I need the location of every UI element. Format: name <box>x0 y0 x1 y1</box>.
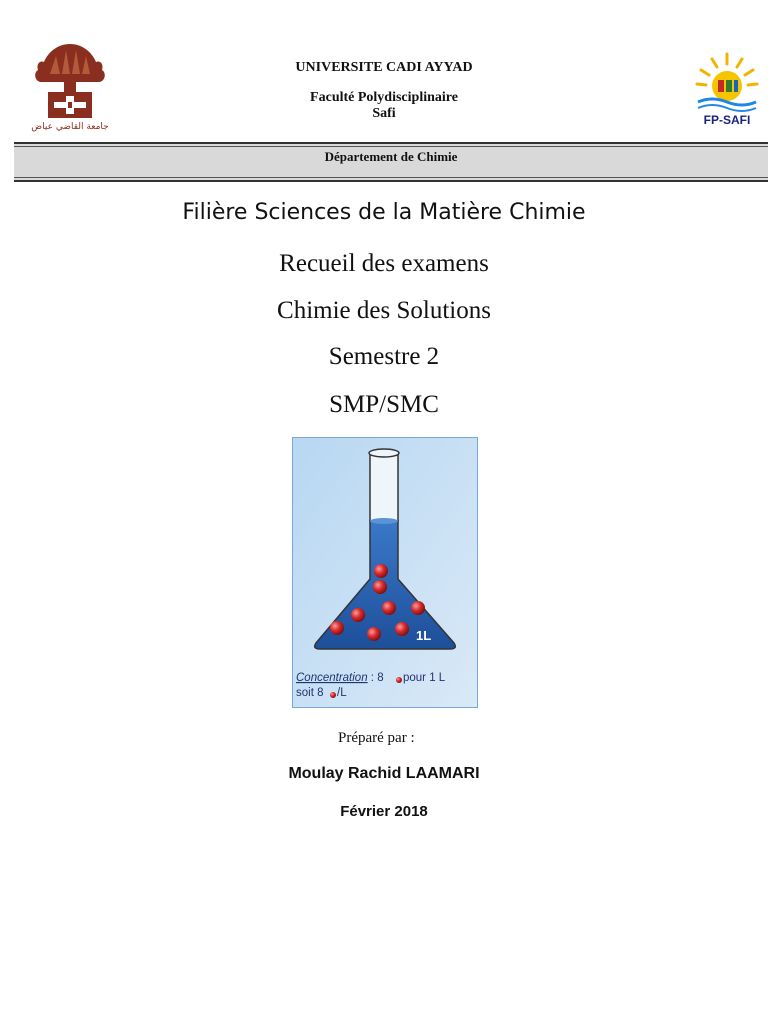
particle <box>411 601 425 615</box>
soit-prefix: soit 8 <box>296 687 324 699</box>
publication-date: Février 2018 <box>340 803 428 820</box>
fp-safi-caption: FP-SAFI <box>703 113 751 127</box>
track-label: SMP/SMC <box>329 391 439 418</box>
particle-icon <box>396 677 402 683</box>
particle <box>351 608 365 622</box>
concentration-value: : 8 <box>367 672 384 684</box>
volume-label: 1L <box>416 628 432 643</box>
particle <box>374 564 388 578</box>
department-name: Département de Chimie <box>324 149 458 164</box>
particle <box>373 580 387 594</box>
university-logo-caption: جامعة القاضي عياض <box>31 122 109 132</box>
faculty-line-1: Faculté Polydisciplinaire <box>310 90 458 105</box>
particle <box>367 627 381 641</box>
semester-label: Semestre 2 <box>328 343 440 370</box>
fp-safi-logo <box>690 48 764 128</box>
flask-illustration <box>292 437 478 708</box>
concentration-tail: pour 1 L <box>403 672 446 684</box>
filiere-title: Filière Sciences de la Matière Chimie <box>182 200 586 225</box>
particle <box>395 622 409 636</box>
document-title: Recueil des examens <box>279 250 489 277</box>
concentration-label: Concentration <box>296 672 368 684</box>
prepared-by-label: Préparé par : <box>338 730 415 746</box>
particle-icon <box>330 692 336 698</box>
subject-title: Chimie des Solutions <box>277 297 491 324</box>
particle <box>382 601 396 615</box>
faculty-name <box>0 90 768 122</box>
department-banner <box>14 142 768 182</box>
particle <box>330 621 344 635</box>
author-name: Moulay Rachid LAAMARI <box>288 765 480 782</box>
svg-text:Concentration : 8 <box>296 672 384 684</box>
university-name: UNIVERSITE CADI AYYAD <box>295 60 473 75</box>
soit-suffix: /L <box>337 687 347 699</box>
faculty-line-2: Safi <box>372 106 396 121</box>
